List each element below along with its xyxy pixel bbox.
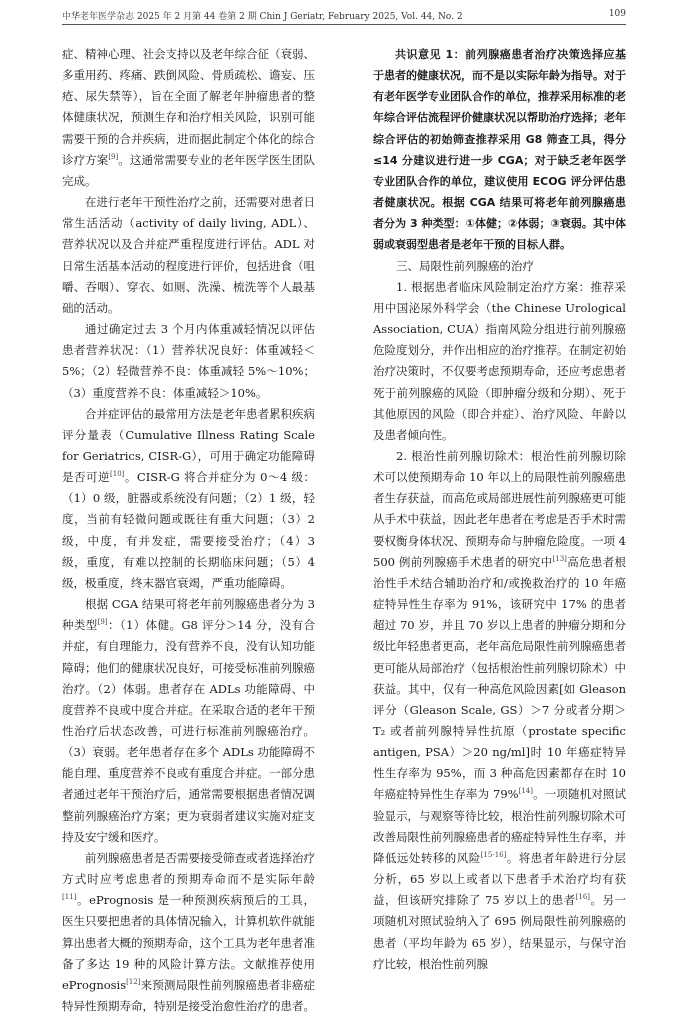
citation-ref[interactable]: [9] bbox=[97, 618, 108, 627]
consensus-opinion-1: 共识意见 1：前列腺癌患者治疗决策选择应基于患者的健康状况，而不是以实际年龄为指导。对于有老年医学专业团队合作的单位，推荐采用标准的老年综合评估流程评价健康状况以帮助治疗选择；老年综合评估的初始筛查推荐采用 G8 筛查工具，得分≤14 分建议进行进一步 CGA；对于缺乏老年医学专业团队合作的单位，建议使用 ECOG 评分评估患者健康状况。根据 CGA 结果可将老年前列腺癌患者分为 3 种类型：①体健；②体弱；③衰弱。其中体弱或衰弱型患者是老年干预的目标人群。 bbox=[373, 48, 626, 252]
paragraph-life-expectancy: 前列腺癌患者是否需要接受筛查或者选择治疗方式时应考虑患者的预期寿命而不是实际年龄[11]。ePrognosis 是一种预测疾病预后的工具，医生只要把患者的具体情况输入，计算机软件就能算出患者大概的预期寿命，这个工具为老年患者准备了多达 19 种的风险计算方法。文献推荐使用 ePrognosis[12]来预测局限性前列腺癌患者非癌症特异性预期寿命，特别是接受治愈性治疗的患者。 bbox=[62, 850, 315, 1014]
left-column bbox=[62, 44, 315, 1017]
citation-ref[interactable]: [14] bbox=[518, 787, 533, 796]
citation-ref[interactable]: [9] bbox=[108, 152, 119, 161]
paragraph-cirs-g: 合并症评估的最常用方法是老年患者累积疾病评分量表（Cumulative Illness Rating Scale for Geriatrics, CISR-G），可用于确定功能障碍是否可逆[10]。CISR-G 将合并症分为 0～4 级：（1）0 级，脏器或系统没有问题；（2）1 级，轻度，当前有轻微问题或既往有重大问题；（3）2 级，中度，有并发症，需要接受治疗；（4）3 级，重度，有难以控制的长期临床问题；（5）4 级，极重度，终末器官衰竭，严重功能障碍。 bbox=[62, 406, 315, 590]
citation-ref[interactable]: [11] bbox=[62, 893, 77, 902]
page-number: 109 bbox=[608, 9, 626, 19]
citation-ref[interactable]: [10] bbox=[110, 470, 125, 479]
citation-ref[interactable]: [16] bbox=[575, 893, 591, 902]
paragraph-adl: 在进行老年干预性治疗之前，还需要对患者日常生活活动（activity of daily living, ADL）、营养状况以及合并症严重程度进行评估。ADL 对日常生活基本活动的程度进行评价，包括进食（咀嚼、吞咽）、穿衣、如厕、洗澡、梳洗等个人最基础的活动。 bbox=[62, 195, 315, 315]
paragraph-risk-based-treatment: 1. 根据患者临床风险制定治疗方案：推荐采用中国泌尿外科学会（the Chinese Urological Association, CUA）指南风险分组进行前列腺癌危险度划分，并作出相应的治疗推荐。在制定初始治疗决策时，不仅要考虑预期寿命，还应考虑患者死于前列腺癌的风险（即肿瘤分级和分期）、死于其他原因的风险（即合并症）、治疗风险、年龄以及患者倾向性。 bbox=[373, 279, 626, 442]
citation-ref[interactable]: [12] bbox=[126, 978, 141, 987]
paragraph-nutrition: 通过确定过去 3 个月内体重减轻情况以评估患者营养状况：（1）营养状况良好：体重减轻＜5%；（2）轻微营养不良：体重减轻 5%～10%；（3）重度营养不良：体重减轻＞10%。 bbox=[62, 322, 315, 400]
paragraph-cga-overview: 症、精神心理、社会支持以及老年综合征（衰弱、多重用药、疼痛、跌倒风险、骨质疏松、谵妄、压疮、尿失禁等），旨在全面了解老年肿瘤患者的整体健康状况，预测生存和治疗相关风险，识别可能需要干预的合并疾病，进而据此制定个体化的综合诊疗方案[9]。这通常需要专业的老年医学医生团队完成。 bbox=[62, 47, 316, 188]
section-heading: 三、局限性前列腺癌的治疗 bbox=[396, 258, 534, 273]
right-column bbox=[373, 44, 626, 975]
journal-citation: 中华老年医学杂志 2025 年 2 月第 44 卷第 2 期 Chin J Geriatr, February 2025, Vol. 44, No. 2 bbox=[62, 12, 463, 22]
running-header bbox=[62, 9, 626, 23]
citation-ref[interactable]: [15-16] bbox=[480, 851, 507, 860]
paragraph-radical-prostatectomy: 2. 根治性前列腺切除术：根治性前列腺切除术可以使预期寿命 10 年以上的局限性前列腺癌患者生存获益，而高危或局部进展性前列腺癌更可能从手术中获益，因此老年患者在考虑是否手术时需要权衡身体状况、预期寿命与肿瘤危险度。一项 4 500 例前列腺癌手术患者的研究中[13]高危患者根治性手术结合辅助治疗和/或挽救治疗的 10 年癌症特异性生存率为 91%，该研究中 17% 的患者超过 70 岁，并且 70 岁以上患者的肿瘤分期和分级比年轻患者更高，老年高危局限性前列腺癌患者更可能从局部治疗（包括根治性前列腺切除术）中获益。其中，仅有一种高危风险因素[如 Gleason 评分（Gleason Scale, GS）＞7 分或者分期＞T₂ 或者前列腺特异性抗原（prostate specific antigen, PSA）＞20 ng/ml]时 10 年癌症特异性生存率为 95%，而 3 种高危因素都存在时 10 年癌症特异性生存率为 79%[14]。一项随机对照试验显示，与观察等待比较，根治性前列腺切除术可改善局限性前列腺癌患者的癌症特异性生存率，并降低远处转移的风险[15-16]。将患者年龄进行分层分析，65 岁以上或者以下患者手术治疗均有获益，但该研究排除了 75 岁以上的患者[16]。另一项随机对照试验纳入了 695 例局限性前列腺癌的患者（平均年龄为 65 岁），结果显示，与保守治疗比较，根治性前列腺 bbox=[373, 448, 627, 971]
header-rule bbox=[62, 24, 626, 25]
citation-ref[interactable]: [13] bbox=[552, 554, 567, 563]
paragraph-patient-types: 根据 CGA 结果可将老年前列腺癌患者分为 3 种类型[9]：（1）体健。G8 评分＞14 分，没有合并症，有自理能力，没有营养不良，没有认知功能障碍；他们的健康状况良好，可接受标准前列腺癌治疗。（2）体弱。患者存在 ADLs 功能障碍、中度营养不良或中度合并症。在采取合适的老年干预性治疗后状态改善，可进行标准前列腺癌治疗。（3）衰弱。老年患者存在多个 ADLs 功能障碍不能自理、重度营养不良或有重度合并症。一部分患者通过老年干预治疗后，通常需要根据患者情况调整前列腺癌治疗方案；更为衰弱者建议实施对症支持及安宁缓和医疗。 bbox=[62, 597, 316, 844]
